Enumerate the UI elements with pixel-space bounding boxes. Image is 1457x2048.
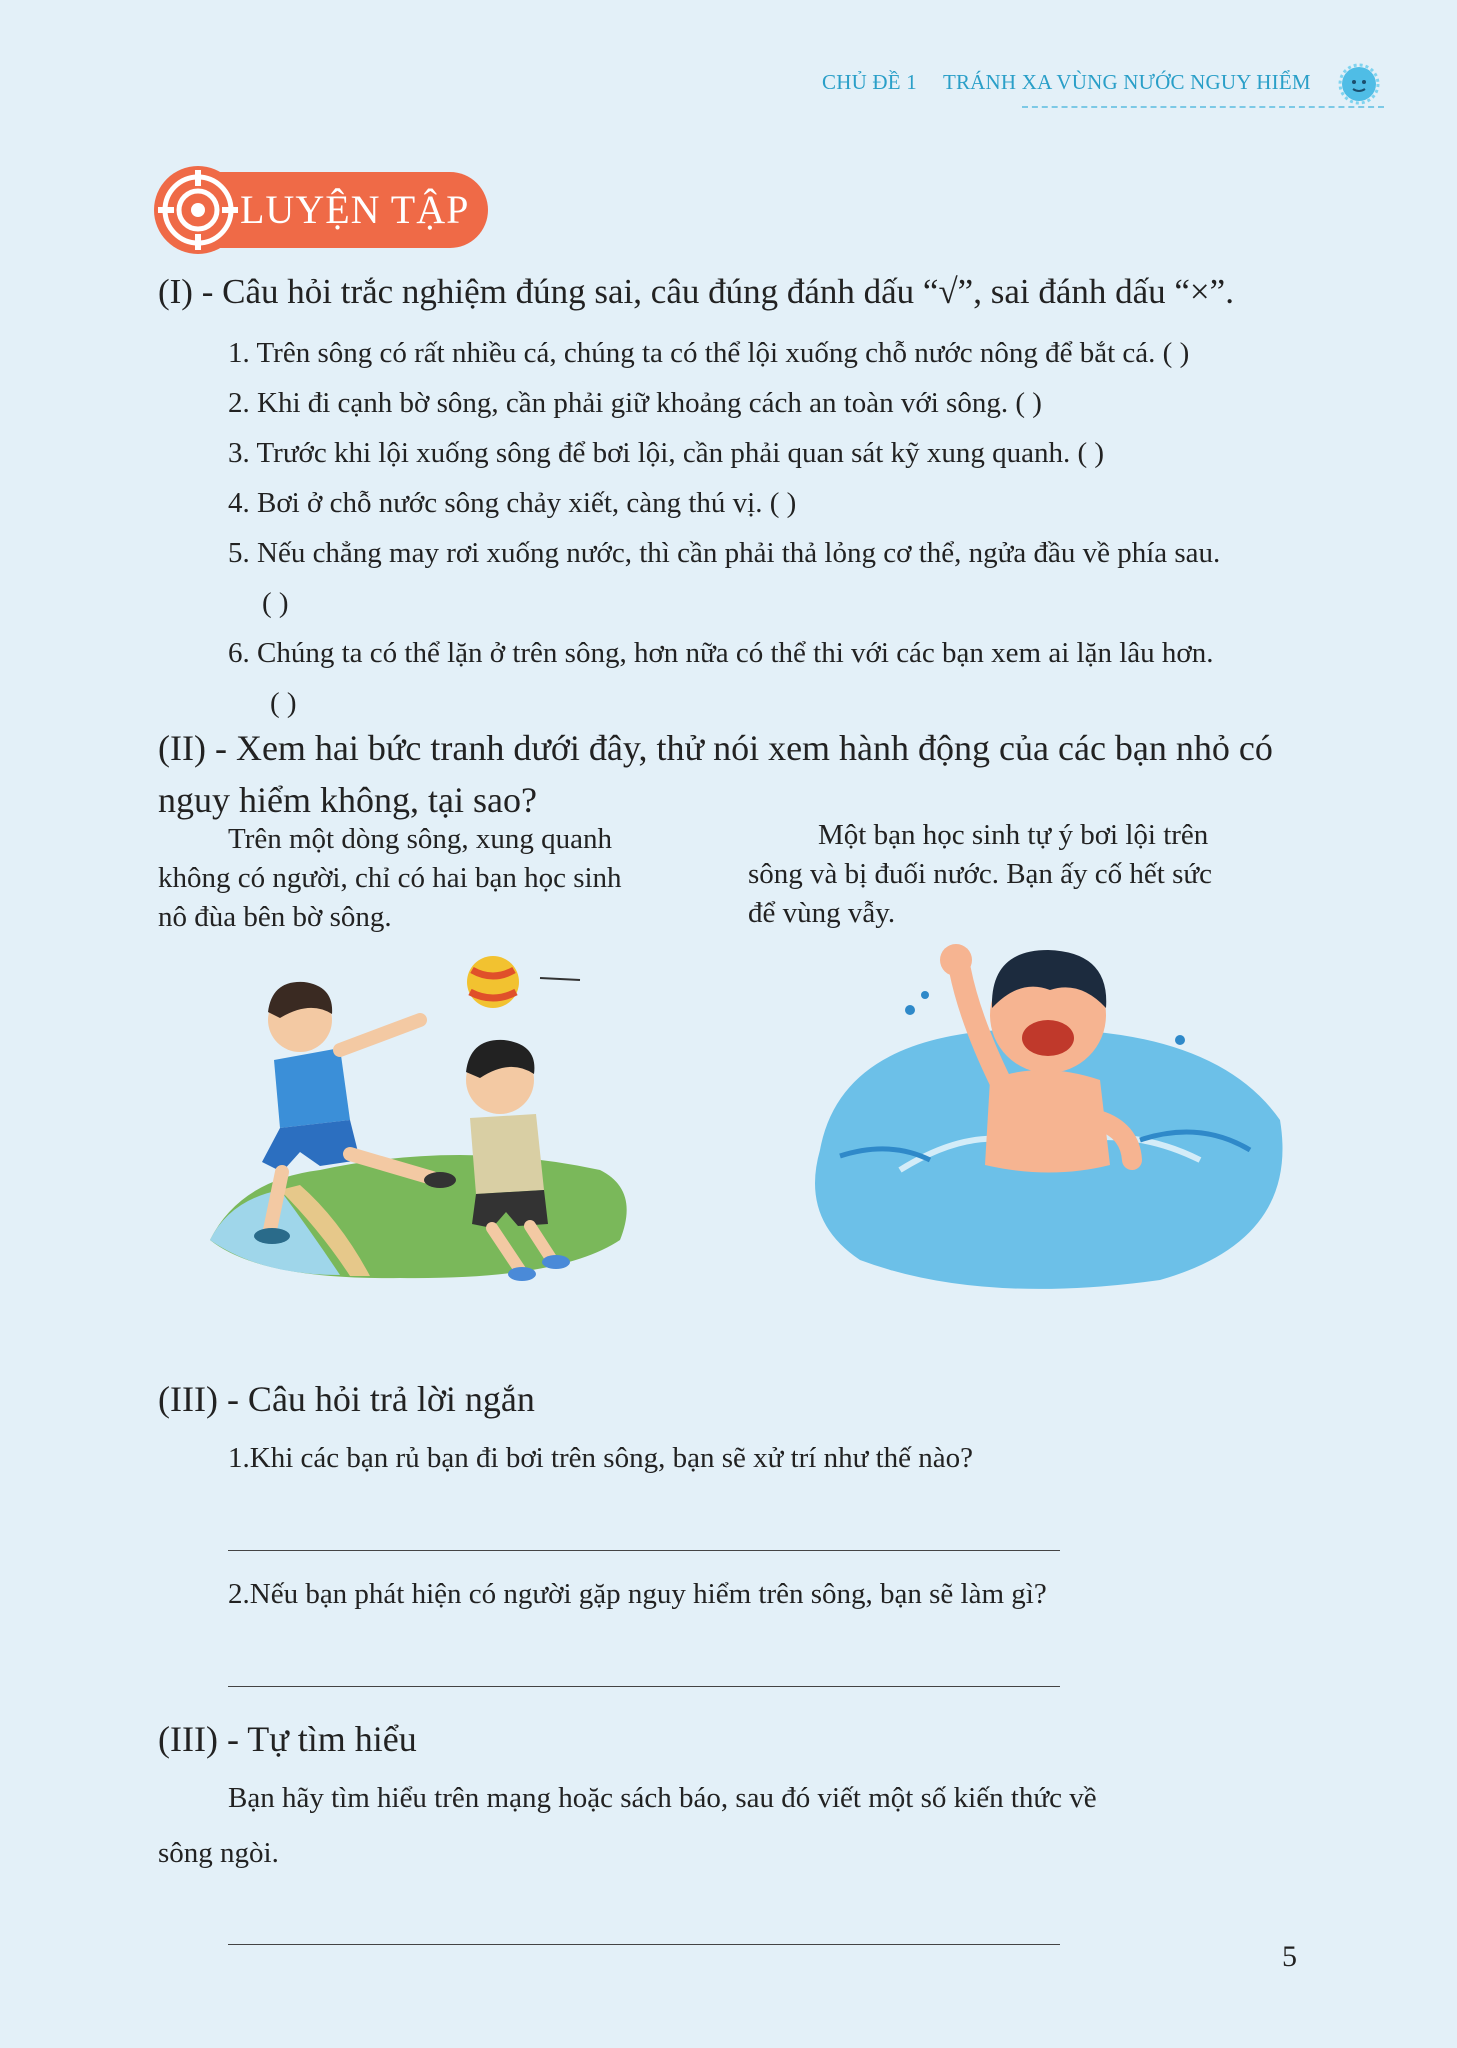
- header-divider: [1022, 106, 1384, 108]
- right-caption-line1: Một bạn học sinh tự ý bơi lội trên: [818, 819, 1209, 851]
- right-caption-line2: sông và bị đuối nước. Bạn ấy cố hết sức: [748, 858, 1212, 890]
- part1-item-1: 1. Trên sông có rất nhiều cá, chúng ta có thể lội xuống chỗ nước nông để bắt cá. ( ): [228, 337, 1190, 369]
- part1-item-3: 3. Trước khi lội xuống sông để bơi lội, cần phải quan sát kỹ xung quanh. ( ): [228, 437, 1105, 469]
- part4-line1: Bạn hãy tìm hiểu trên mạng hoặc sách báo, sau đó viết một số kiến thức về: [228, 1782, 1097, 1814]
- part1-item-2: 2. Khi đi cạnh bờ sông, cần phải giữ khoảng cách an toàn với sông. ( ): [228, 387, 1042, 419]
- part1-item-6-answer: ( ): [270, 687, 297, 719]
- left-caption-line3: nô đùa bên bờ sông.: [158, 901, 392, 933]
- answer-line-2[interactable]: [228, 1686, 1060, 1687]
- drowning-child-illustration: [780, 920, 1300, 1300]
- part1-heading: (I) - Câu hỏi trắc nghiệm đúng sai, câu đúng đánh dấu “√”, sai đánh dấu “×”.: [158, 272, 1234, 311]
- chapter-topic: TRÁNH XA VÙNG NƯỚC NGUY HIỂM: [942, 70, 1311, 94]
- page-header: [822, 70, 1311, 95]
- part1-item-4: 4. Bơi ở chỗ nước sông chảy xiết, càng thú vị. ( ): [228, 487, 797, 519]
- part1-item-5-answer: ( ): [262, 587, 289, 619]
- left-caption-line2: không có người, chỉ có hai bạn học sinh: [158, 862, 622, 894]
- part3-question-2: 2.Nếu bạn phát hiện có người gặp nguy hiểm trên sông, bạn sẽ làm gì?: [228, 1578, 1047, 1610]
- part2-heading-line1: (II) - Xem hai bức tranh dưới đây, thử nói xem hành động của các bạn nhỏ có: [158, 728, 1273, 768]
- answer-line-3[interactable]: [228, 1944, 1060, 1945]
- chapter-label: CHỦ ĐỀ 1: [822, 70, 917, 94]
- part1-item-5: 5. Nếu chẳng may rơi xuống nước, thì cần phải thả lỏng cơ thể, ngửa đầu về phía sau.: [228, 537, 1221, 569]
- part3-heading: (III) - Câu hỏi trả lời ngắn: [158, 1379, 535, 1419]
- target-icon: [152, 164, 244, 256]
- answer-line-1[interactable]: [228, 1550, 1060, 1551]
- part1-item-6: 6. Chúng ta có thể lặn ở trên sông, hơn nữa có thể thi với các bạn xem ai lặn lâu hơn.: [228, 637, 1214, 669]
- part4-line2: sông ngòi.: [158, 1837, 279, 1869]
- left-caption-line1: Trên một dòng sông, xung quanh: [228, 823, 612, 855]
- page-number: 5: [1282, 1940, 1297, 1973]
- right-caption-line3: để vùng vẫy.: [748, 897, 896, 929]
- part2-heading-line2: nguy hiểm không, tại sao?: [158, 780, 537, 820]
- part3-question-1: 1.Khi các bạn rủ bạn đi bơi trên sông, bạn sẽ xử trí như thế nào?: [228, 1442, 973, 1474]
- water-drop-icon: [1338, 63, 1380, 105]
- section-title: LUYỆN TẬP: [240, 187, 470, 232]
- part4-heading: (III) - Tự tìm hiểu: [158, 1719, 417, 1759]
- kids-playing-illustration: [200, 940, 640, 1290]
